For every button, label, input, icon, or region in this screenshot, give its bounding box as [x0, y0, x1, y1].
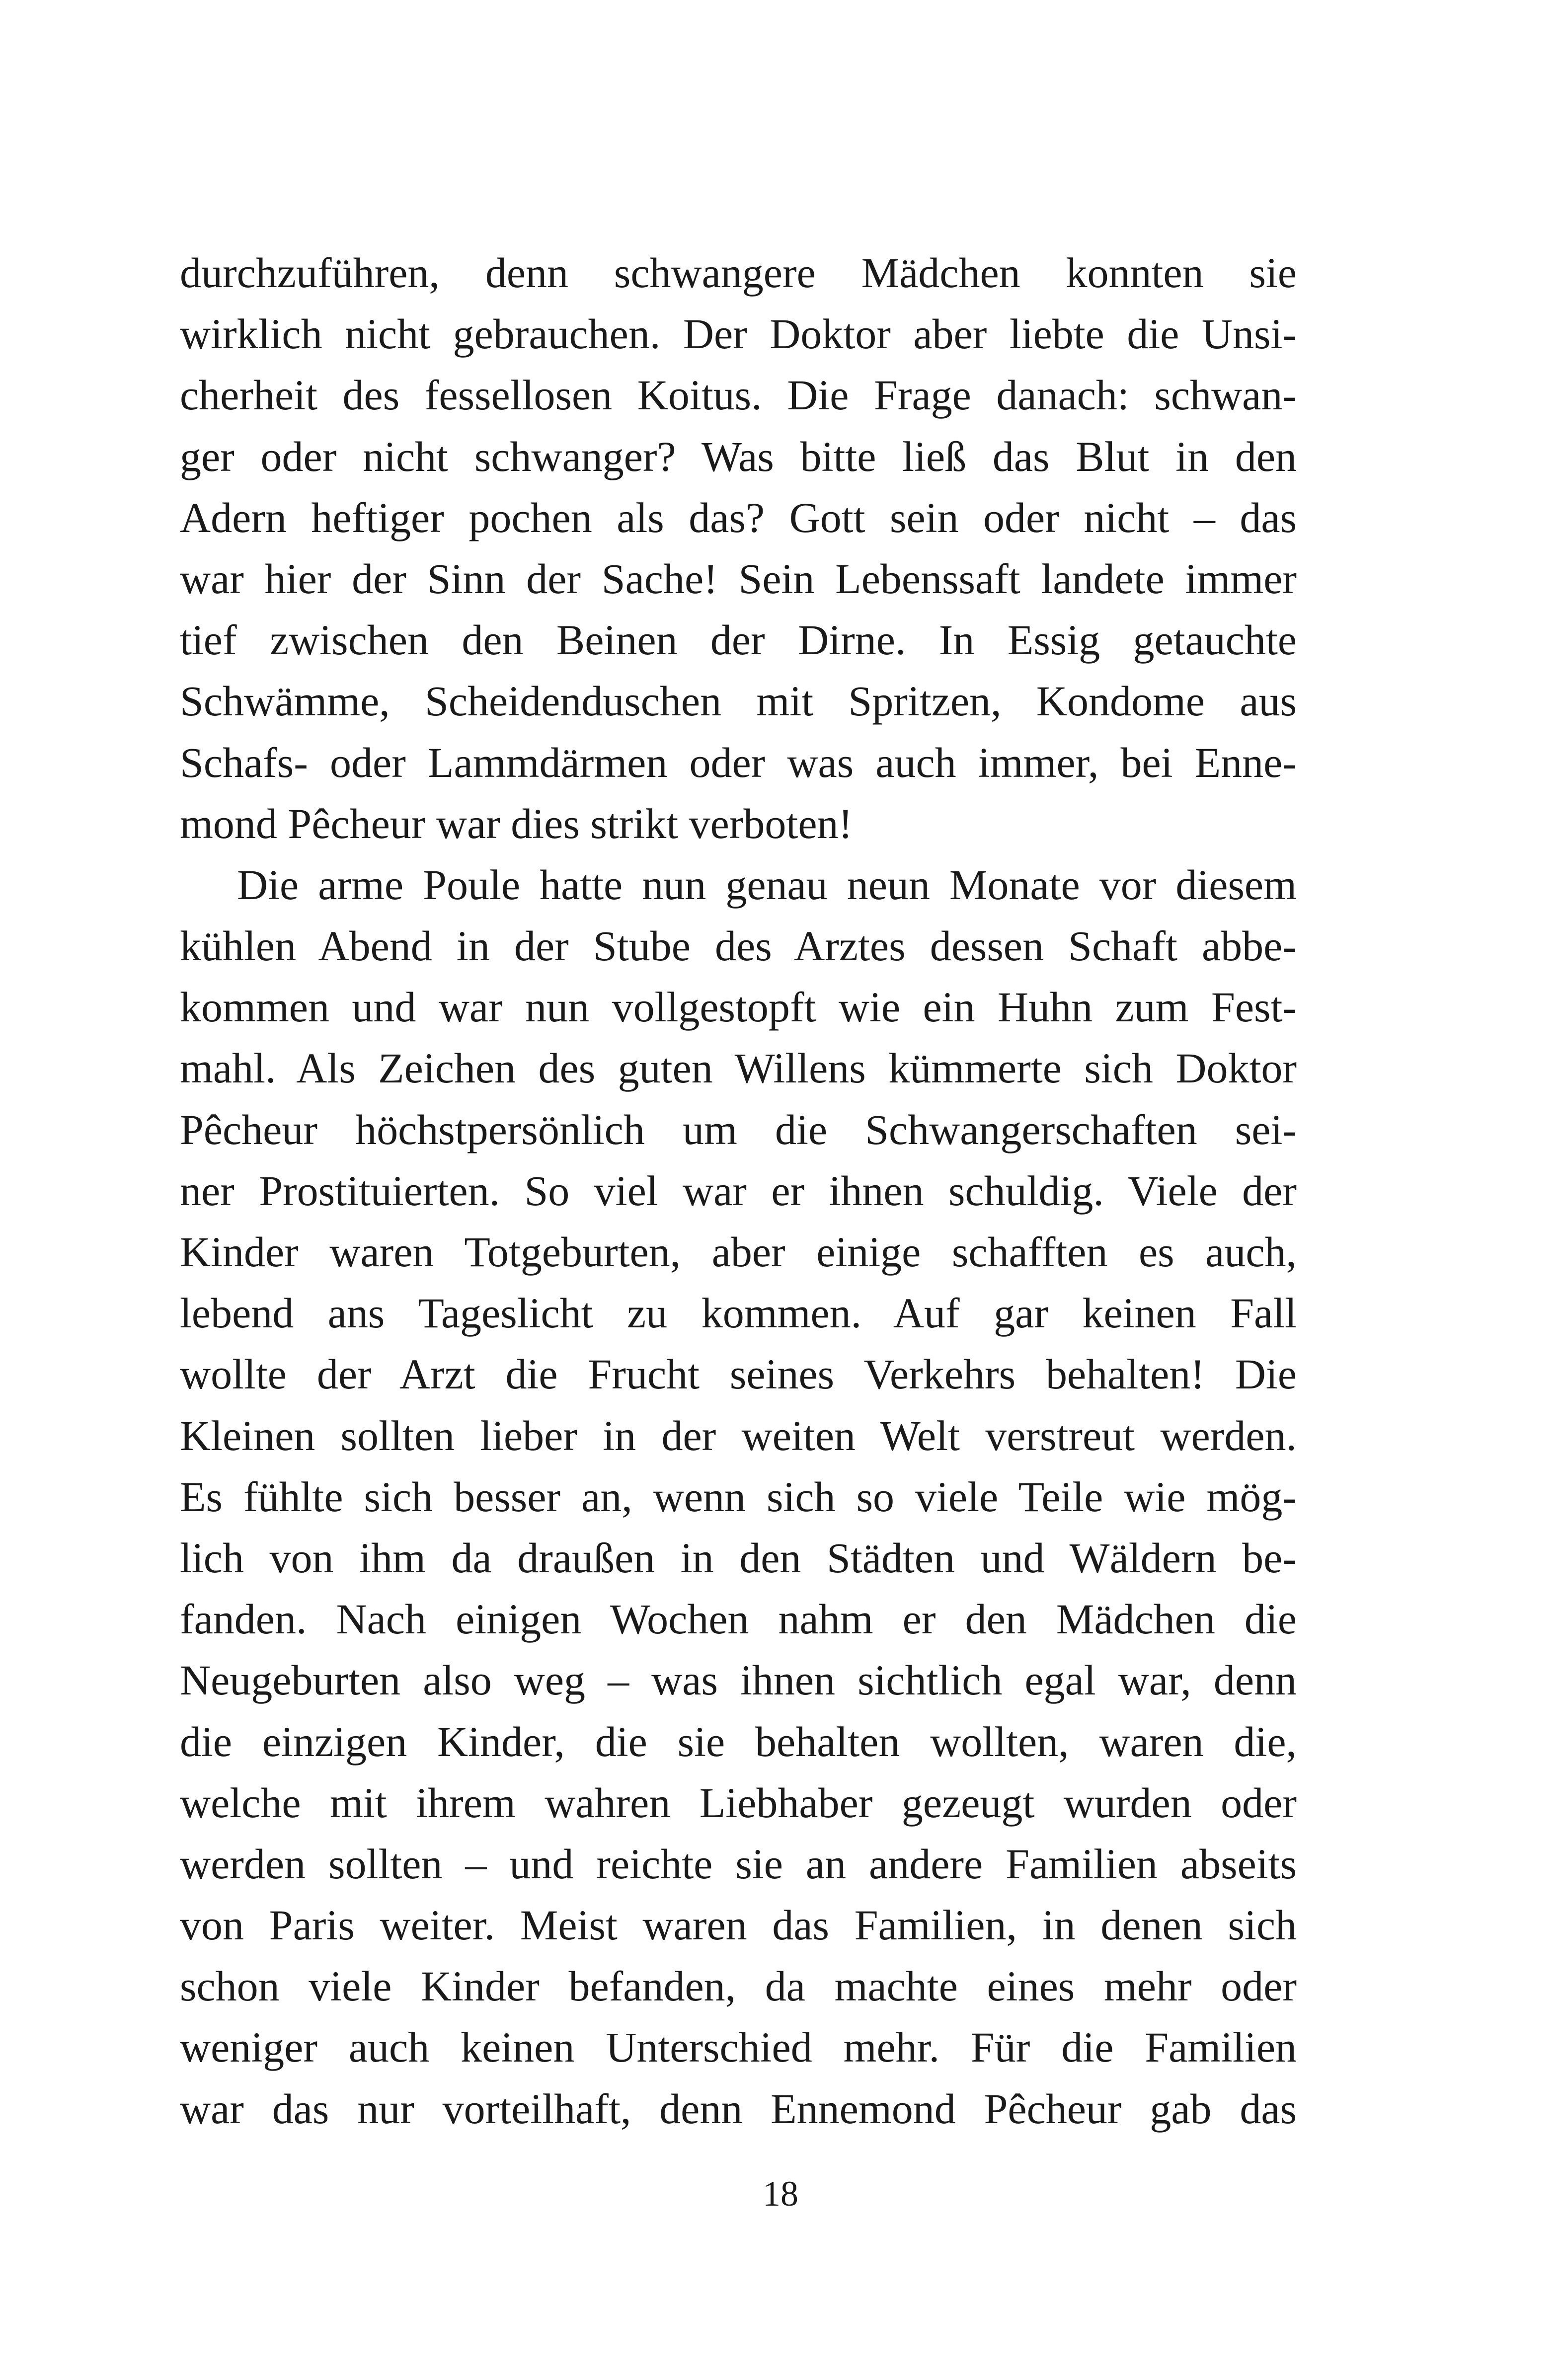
text-line: Schwämme, Scheidenduschen mit Spritzen, Kondome aus	[180, 677, 1297, 725]
text-line: von Paris weiter. Meist waren das Familien, in denen sich	[180, 1901, 1297, 1949]
text-line: mahl. Als Zeichen des guten Willens kümmerte sich Doktor	[180, 1044, 1297, 1092]
text-line: durchzuführen, denn schwangere Mädchen konnten sie	[180, 249, 1297, 297]
text-line: cherheit des fessellosen Koitus. Die Frage danach: schwan-	[180, 371, 1297, 419]
text-line: lebend ans Tageslicht zu kommen. Auf gar keinen Fall	[180, 1289, 1297, 1337]
text-line: Die arme Poule hatte nun genau neun Monate vor diesem	[237, 860, 1297, 909]
text-line: Neugeburten also weg – was ihnen sichtlich egal war, denn	[180, 1656, 1297, 1704]
text-line: fanden. Nach einigen Wochen nahm er den Mädchen die	[180, 1595, 1297, 1643]
text-line: Kinder waren Totgeburten, aber einige schafften es auch,	[180, 1228, 1297, 1276]
text-line: ger oder nicht schwanger? Was bitte ließ das Blut in den	[180, 432, 1297, 480]
text-line: war das nur vorteilhaft, denn Ennemond Pêcheur gab das	[180, 2084, 1297, 2133]
text-line: lich von ihm da draußen in den Städten und Wäldern be-	[180, 1534, 1297, 1582]
text-line: kommen und war nun vollgestopft wie ein Huhn zum Fest-	[180, 983, 1297, 1031]
text-line: ner Prostituierten. So viel war er ihnen schuldig. Viele der	[180, 1166, 1297, 1215]
text-line: weniger auch keinen Unterschied mehr. Für die Familien	[180, 2023, 1297, 2072]
text-line: wirklich nicht gebrauchen. Der Doktor aber liebte die Unsi-	[180, 310, 1297, 358]
text-line: Pêcheur höchstpersönlich um die Schwangerschaften sei-	[180, 1105, 1297, 1153]
text-line: wollte der Arzt die Frucht seines Verkehrs behalten! Die	[180, 1350, 1297, 1398]
page-number: 18	[763, 2174, 798, 2214]
text-line: Schafs- oder Lammdärmen oder was auch immer, bei Enne-	[180, 738, 1297, 786]
paragraph	[180, 854, 1297, 2140]
text-line: kühlen Abend in der Stube des Arztes dessen Schaft abbe-	[180, 922, 1297, 970]
text-line: tief zwischen den Beinen der Dirne. In Essig getauchte	[180, 616, 1297, 664]
text-line: schon viele Kinder befanden, da machte eines mehr oder	[180, 1962, 1297, 2010]
body-text	[180, 242, 1297, 2140]
text-line: Es fühlte sich besser an, wenn sich so viele Teile wie mög-	[180, 1472, 1297, 1521]
text-line: welche mit ihrem wahren Liebhaber gezeugt wurden oder	[180, 1778, 1297, 1827]
text-line: Kleinen sollten lieber in der weiten Welt verstreut werden.	[180, 1411, 1297, 1459]
text-line: werden sollten – und reichte sie an andere Familien abseits	[180, 1840, 1297, 1888]
text-line: die einzigen Kinder, die sie behalten wollten, waren die,	[180, 1717, 1297, 1766]
text-line: Adern heftiger pochen als das? Gott sein oder nicht – das	[180, 493, 1297, 541]
text-line: mond Pêcheur war dies strikt verboten!	[180, 799, 853, 847]
text-line: war hier der Sinn der Sache! Sein Lebenssaft landete immer	[180, 554, 1297, 603]
paragraph	[180, 242, 1297, 854]
